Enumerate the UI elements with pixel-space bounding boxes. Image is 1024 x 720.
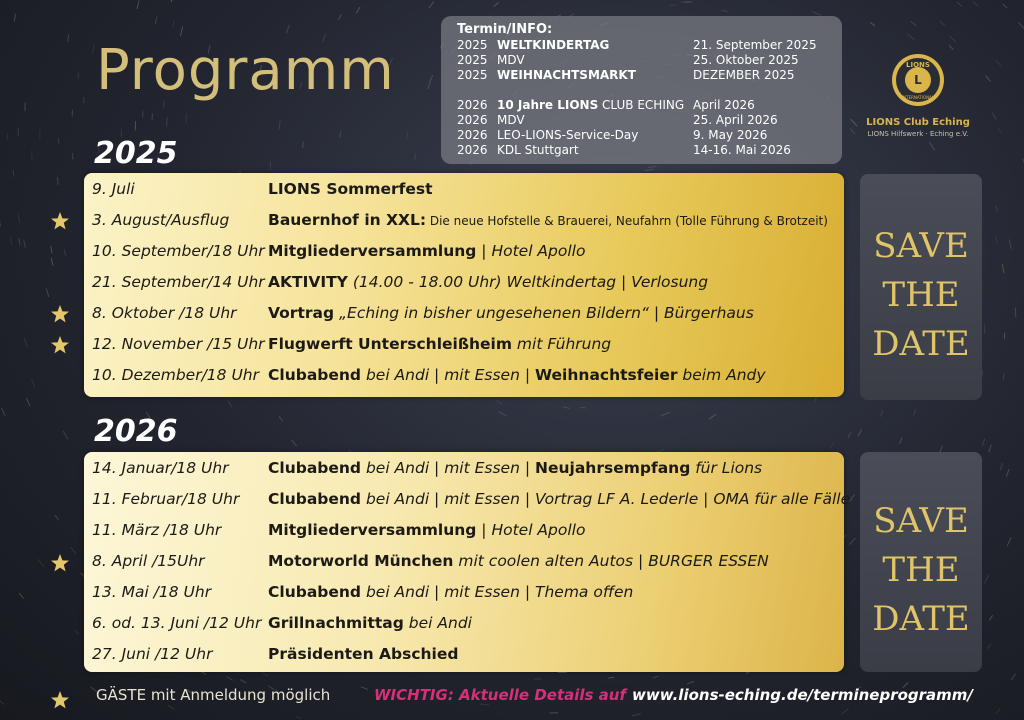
info-event: MDV <box>497 53 525 67</box>
event-date: 12. November /15 Uhr <box>92 335 265 353</box>
event-row <box>84 361 844 391</box>
info-year: 2026 <box>457 113 488 127</box>
event-description: LIONS Sommerfest <box>268 180 433 198</box>
event-date: 6. od. 13. Juni /12 Uhr <box>92 614 262 632</box>
info-event: WELTKINDERTAG <box>497 38 610 52</box>
info-date: April 2026 <box>693 98 755 112</box>
info-date: 14-16. Mai 2026 <box>693 143 791 157</box>
event-row <box>84 547 844 577</box>
star-icon <box>50 690 70 710</box>
info-date: 21. September 2025 <box>693 38 817 52</box>
events-panel-2025 <box>84 173 844 397</box>
event-row <box>84 299 844 329</box>
info-row <box>457 143 837 159</box>
info-event: KDL Stuttgart <box>497 143 579 157</box>
svg-text:LIONS: LIONS <box>906 61 930 69</box>
events-panel-2026 <box>84 452 851 672</box>
date-word: DATE <box>872 599 970 639</box>
info-year: 2025 <box>457 53 488 67</box>
page-title: Programm <box>96 38 395 103</box>
info-date: 25. April 2026 <box>693 113 778 127</box>
guests-note <box>96 686 330 704</box>
event-date: 11. März /18 Uhr <box>92 521 222 539</box>
event-description: Flugwerft Unterschleißheim mit Führung <box>268 335 612 353</box>
info-box <box>441 16 842 164</box>
event-date: 11. Februar/18 Uhr <box>92 490 240 508</box>
event-description: Bauernhof in XXL: Die neue Hofstelle & Brauerei, Neufahrn (Tolle Führung & Brotzeit) <box>268 211 828 229</box>
event-description: Mitgliederversammlung | Hotel Apollo <box>268 521 586 539</box>
event-description: Clubabend bei Andi | mit Essen | Neujahrsempfang für Lions <box>268 459 763 477</box>
event-row <box>84 330 844 360</box>
star-icon <box>50 335 70 355</box>
event-description: AKTIVITY (14.00 - 18.00 Uhr) Weltkindertag | Verlosung <box>268 273 709 291</box>
info-event: LEO-LIONS-Service-Day <box>497 128 639 142</box>
info-row <box>457 68 837 84</box>
event-description: Vortrag „Eching in bisher ungesehenen Bildern“ | Bürgerhaus <box>268 304 754 322</box>
info-date: DEZEMBER 2025 <box>693 68 795 82</box>
info-event: WEIHNACHTSMARKT <box>497 68 636 82</box>
year-heading-2026: 2026 <box>94 414 178 449</box>
info-row <box>457 113 837 129</box>
the-word: THE <box>882 275 960 315</box>
event-row <box>84 175 844 205</box>
event-row <box>84 640 844 670</box>
svg-text:L: L <box>914 73 922 87</box>
event-row <box>84 454 844 484</box>
event-date: 3. August/Ausflug <box>92 211 230 229</box>
event-description: Clubabend bei Andi | mit Essen | Weihnachtsfeier beim Andy <box>268 366 766 384</box>
event-date: 8. April /15Uhr <box>92 552 205 570</box>
info-year: 2025 <box>457 38 488 52</box>
info-row <box>457 38 837 54</box>
info-heading: Termin/INFO: <box>457 22 553 37</box>
event-description: Clubabend bei Andi | mit Essen | Vortrag LF A. Lederle | OMA für alle Fälle <box>268 490 851 508</box>
info-year: 2026 <box>457 128 488 142</box>
info-row <box>457 128 837 144</box>
guests-rest: mit Anmeldung möglich <box>146 686 331 704</box>
club-subtitle: LIONS Hilfswerk · Eching e.V. <box>867 130 969 138</box>
star-icon <box>50 211 70 231</box>
save-word: SAVE <box>873 501 969 541</box>
info-year: 2025 <box>457 68 488 82</box>
club-name: LIONS Club Eching <box>866 117 970 128</box>
lions-logo <box>890 52 946 108</box>
info-year: 2026 <box>457 143 488 157</box>
website-link[interactable]: www.lions-eching.de/termineprogramm/ <box>632 686 973 704</box>
event-row <box>84 609 844 639</box>
save-the-date-2026 <box>860 452 982 672</box>
event-date: 10. September/18 Uhr <box>92 242 265 260</box>
event-date: 8. Oktober /18 Uhr <box>92 304 237 322</box>
event-date: 27. Juni /12 Uhr <box>92 645 213 663</box>
event-description: Motorworld München mit coolen alten Autos | BURGER ESSEN <box>268 552 769 570</box>
event-date: 14. Januar/18 Uhr <box>92 459 229 477</box>
info-row <box>457 53 837 69</box>
svg-text:INTERNATIONAL: INTERNATIONAL <box>901 95 935 100</box>
event-description: Präsidenten Abschied <box>268 645 459 663</box>
important-note: WICHTIG: Aktuelle Details auf <box>374 686 626 704</box>
info-date: 9. May 2026 <box>693 128 768 142</box>
save-word: SAVE <box>873 226 969 266</box>
star-icon <box>50 553 70 573</box>
event-description: Mitgliederversammlung | Hotel Apollo <box>268 242 586 260</box>
info-row <box>457 98 837 114</box>
the-word: THE <box>882 550 960 590</box>
event-row <box>84 206 844 236</box>
info-year: 2026 <box>457 98 488 112</box>
year-heading-2025: 2025 <box>94 136 178 171</box>
event-description: Clubabend bei Andi | mit Essen | Thema offen <box>268 583 634 601</box>
event-row <box>84 237 844 267</box>
event-row <box>84 485 851 515</box>
info-event: MDV <box>497 113 525 127</box>
info-date: 25. Oktober 2025 <box>693 53 799 67</box>
date-word: DATE <box>872 324 970 364</box>
star-icon <box>50 304 70 324</box>
event-date: 9. Juli <box>92 180 135 198</box>
event-row <box>84 516 844 546</box>
event-description: Grillnachmittag bei Andi <box>268 614 472 632</box>
event-date: 21. September/14 Uhr <box>92 273 265 291</box>
event-row <box>84 268 844 298</box>
save-the-date-2025 <box>860 174 982 400</box>
info-event: 10 Jahre LIONS CLUB ECHING <box>497 98 685 112</box>
event-date: 10. Dezember/18 Uhr <box>92 366 259 384</box>
guests-caps: GÄSTE <box>96 686 147 704</box>
event-date: 13. Mai /18 Uhr <box>92 583 212 601</box>
event-row <box>84 578 844 608</box>
